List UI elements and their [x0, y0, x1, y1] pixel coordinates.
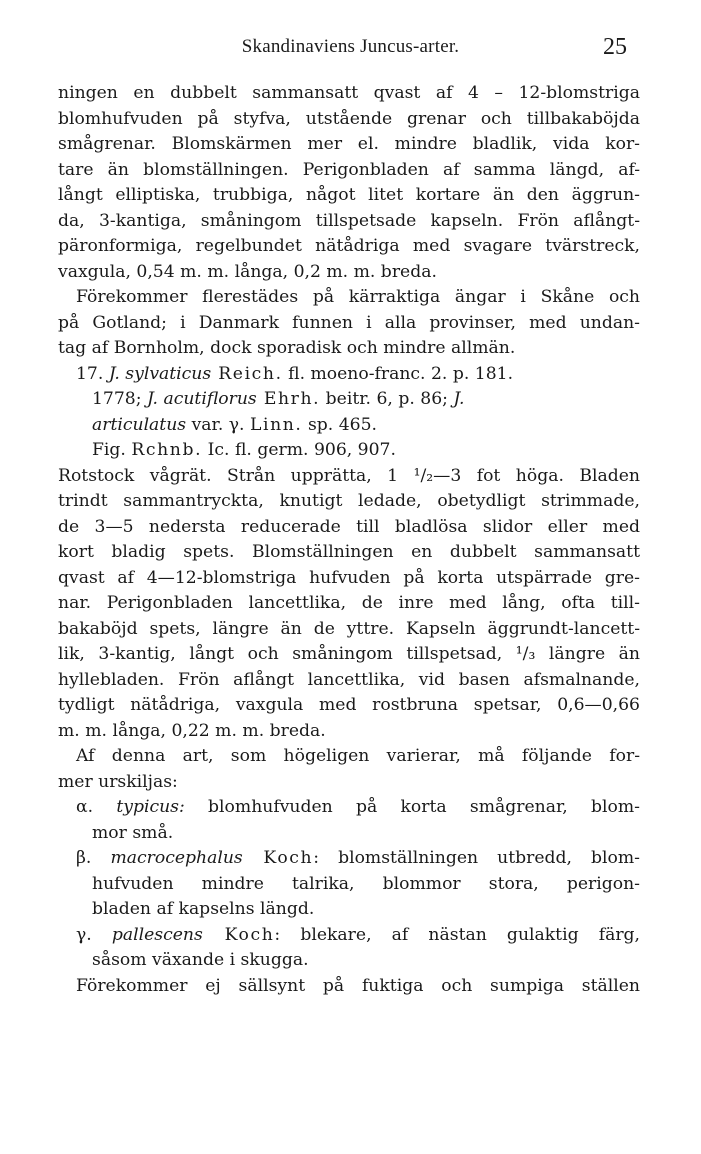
species-number: 17.	[76, 363, 109, 384]
variety-marker: β.	[76, 848, 111, 868]
text-line: hyllebladen. Frön aflångt lancettlika, vid basen afsmalnande,	[58, 669, 640, 690]
synonym-name: J. acutiflorus	[147, 389, 257, 409]
text-line: ningen en dubbelt sammansatt qvast af 4 – 12-blomstriga	[58, 83, 640, 103]
text-line: trindt sammantryckta, knutigt ledade, obetydligt strimmade,	[58, 491, 640, 511]
page-number: 25	[603, 34, 627, 60]
figure-author: Rchnb.	[131, 440, 203, 460]
variety-line: α. typicus: blomhufvuden på korta smågrenar, blom-	[76, 797, 640, 817]
text-line: hufvuden mindre talrika, blommor stora, perigon-	[92, 873, 640, 894]
variety-line: β. macrocephalus Koch: blomställningen utbredd, blom-	[76, 848, 640, 868]
text-line: de 3—5 nedersta reducerade till bladlösa slidor eller med	[58, 516, 640, 537]
variety-marker: γ.	[76, 924, 112, 945]
species-heading-line	[58, 362, 640, 388]
text-line: mor små.	[92, 822, 174, 843]
text-line: bladen af kapselns längd.	[92, 899, 315, 919]
text-line: smågrenar. Blomskärmen mer el. mindre bladlik, vida kor-	[58, 134, 640, 154]
synonym-author: Ehrh.	[256, 389, 321, 409]
variety-name: typicus:	[116, 797, 185, 817]
running-title: Skandinaviens Juncus-arter.	[241, 36, 460, 57]
text-line: da, 3-kantiga, småningom tillspetsade kapseln. Frön aflångt-	[58, 210, 640, 231]
variety-author: Koch	[202, 924, 275, 945]
text-line: qvast af 4—12-blomstriga hufvuden på korta utspärrade gre-	[58, 567, 640, 588]
variety-line: γ. pallescens Koch: blekare, af nästan gulaktig färg,	[76, 924, 641, 945]
synonym-line: articulatus var. γ. Linn. sp. 465.	[92, 414, 377, 435]
text-line: långt elliptiska, trubbiga, något litet kortare än den äggrun-	[58, 185, 640, 205]
text-line: tare än blomställningen. Perigonbladen af samma längd, af-	[58, 159, 640, 180]
variety-author: Koch	[242, 848, 314, 868]
text-line: vaxgula, 0,54 m. m. långa, 0,2 m. m. breda.	[58, 261, 437, 282]
variety-name: macrocephalus	[110, 848, 243, 868]
text-line: Rotstock vågrät. Strån upprätta, 1 ¹/₂—3 fot höga. Bladen	[58, 465, 640, 486]
species-author: Reich.	[211, 363, 283, 384]
synonym-author: Linn.	[249, 414, 303, 435]
text-line: mer urskiljas:	[58, 771, 178, 792]
figure-reference-line: Fig. Rchnb. Ic. fl. germ. 906, 907.	[92, 440, 396, 460]
text-line: bakaböjd spets, längre än de yttre. Kapseln äggrundt-lancett-	[58, 618, 640, 639]
text-line: Af denna art, som högeligen varierar, må följande for-	[76, 746, 640, 766]
text-line: tydligt nätådriga, vaxgula med rostbruna spetsar, 0,6—0,66	[58, 695, 640, 715]
text-line: lik, 3-kantig, långt och småningom tillspetsad, ¹/₃ längre än	[58, 644, 640, 664]
text-line: m. m. långa, 0,22 m. m. breda.	[58, 720, 326, 741]
synonym-name: articulatus	[92, 414, 187, 435]
text-line: tag af Bornholm, dock sporadisk och mindre allmän.	[58, 338, 516, 358]
body-text	[58, 81, 640, 999]
text-line: Förekommer flerestädes på kärraktiga ängar i Skåne och	[76, 287, 640, 307]
species-citation: fl. moeno-franc. 2. p. 181.	[282, 363, 514, 384]
variety-name: pallescens	[111, 924, 203, 945]
species-name: J. sylvaticus	[108, 363, 212, 384]
text-line: såsom växande i skugga.	[92, 950, 309, 970]
synonym-line: 1778; J. acutiflorus Ehrh. beitr. 6, p. 86; J.	[92, 389, 465, 409]
text-line: päronformiga, regelbundet nätådriga med svagare tvärstreck,	[58, 236, 640, 256]
variety-marker: α.	[76, 797, 117, 817]
text-line: kort bladig spets. Blomställningen en dubbelt sammansatt	[58, 542, 640, 562]
text-line: nar. Perigonbladen lancettlika, de inre med lång, ofta till-	[58, 593, 640, 613]
text-line: på Gotland; i Danmark funnen i alla provinser, med undan-	[58, 312, 640, 333]
text-line: Förekommer ej sällsynt på fuktiga och sumpiga ställen	[76, 975, 640, 996]
text-line: blomhufvuden på styfva, utstående grenar och tillbakaböjda	[58, 108, 640, 129]
